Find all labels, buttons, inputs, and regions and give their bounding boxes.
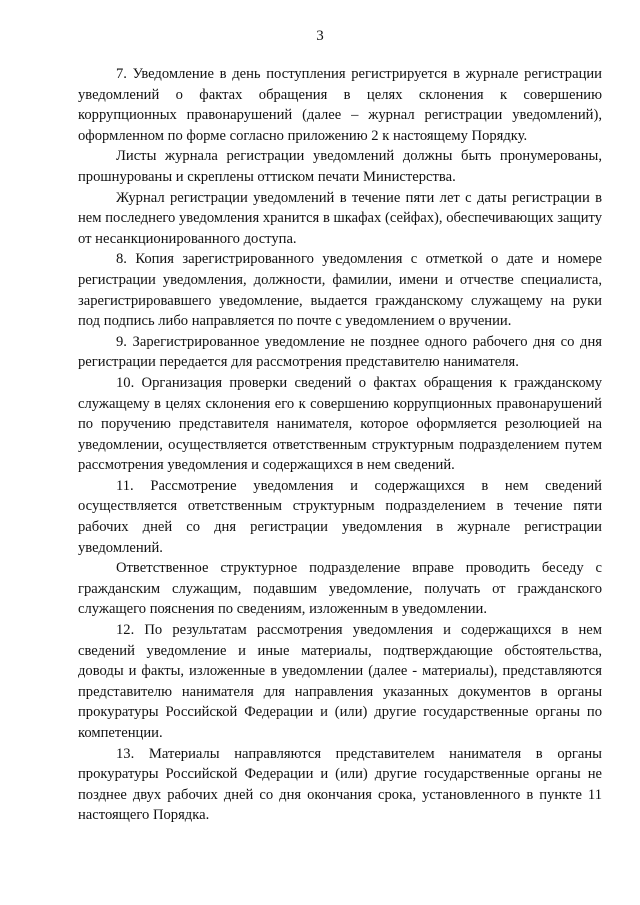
paragraph-13: 13. Материалы направляются представителем нанимателя в органы прокуратуры Российской Федерации и (или) другие государственные органы не позднее двух рабочих дней со дня окончания срока, установленного в пункте 11 настоящего Порядка. [78, 745, 602, 824]
paragraph-interview: Ответственное структурное подразделение вправе проводить беседу с гражданским служащим, подавшим уведомление, получать от гражданского служащего пояснения по сведениям, изложенным в уведомлении. [78, 560, 602, 618]
paragraph-12: 12. По результатам рассмотрения уведомления и содержащихся в нем сведений уведомление и иные материалы, подтверждающие обстоятельства, доводы и факты, изложенные в уведомлении (далее - материалы), представляются представителю нанимателя для направления указанных документов в органы прокуратуры Российской Федерации и (или) другие государственные органы по компетенции. [78, 622, 602, 741]
paragraph-journal-sheets: Листы журнала регистрации уведомлений должны быть пронумерованы, прошнурованы и скреплены оттиском печати Министерства. [78, 148, 602, 185]
paragraph-9: 9. Зарегистрированное уведомление не позднее одного рабочего дня со дня регистрации передается для рассмотрения представителю нанимателя. [78, 333, 602, 371]
page-number: 3 [316, 28, 324, 44]
paragraph-8: 8. Копия зарегистрированного уведомления с отметкой о дате и номере регистрации уведомления, должности, фамилии, имени и отчестве специалиста, зарегистрировавшего уведомление, выдается гражданскому служащему на руки под подпись либо направляется по почте с уведомлением о вручении. [78, 251, 602, 330]
document-body [78, 64, 602, 826]
paragraph-11: 11. Рассмотрение уведомления и содержащихся в нем сведений осуществляется ответственным структурным подразделением в течение пяти рабочих дней со дня регистрации уведомления в журнале регистрации уведомлений. [78, 477, 602, 556]
paragraph-7: 7. Уведомление в день поступления регистрируется в журнале регистрации уведомлений о фактах обращения в целях склонения к совершению коррупционных правонарушений (далее – журнал регистрации уведомлений), оформленном по форме согласно приложению 2 к настоящему Порядку. [78, 66, 602, 144]
paragraph-10: 10. Организация проверки сведений о фактах обращения к гражданскому служащему в целях склонения его к совершению коррупционных правонарушений по поручению представителя нанимателя, которое оформляется резолюцией на уведомлении, осуществляется ответственным структурным подразделением путем рассмотрения уведомления и содержащихся в нем сведений. [78, 374, 602, 474]
paragraph-journal-storage: Журнал регистрации уведомлений в течение пяти лет с даты регистрации в нем последнего уведомления хранится в шкафах (сейфах), обеспечивающих защиту от несанкционированного доступа. [78, 189, 602, 247]
